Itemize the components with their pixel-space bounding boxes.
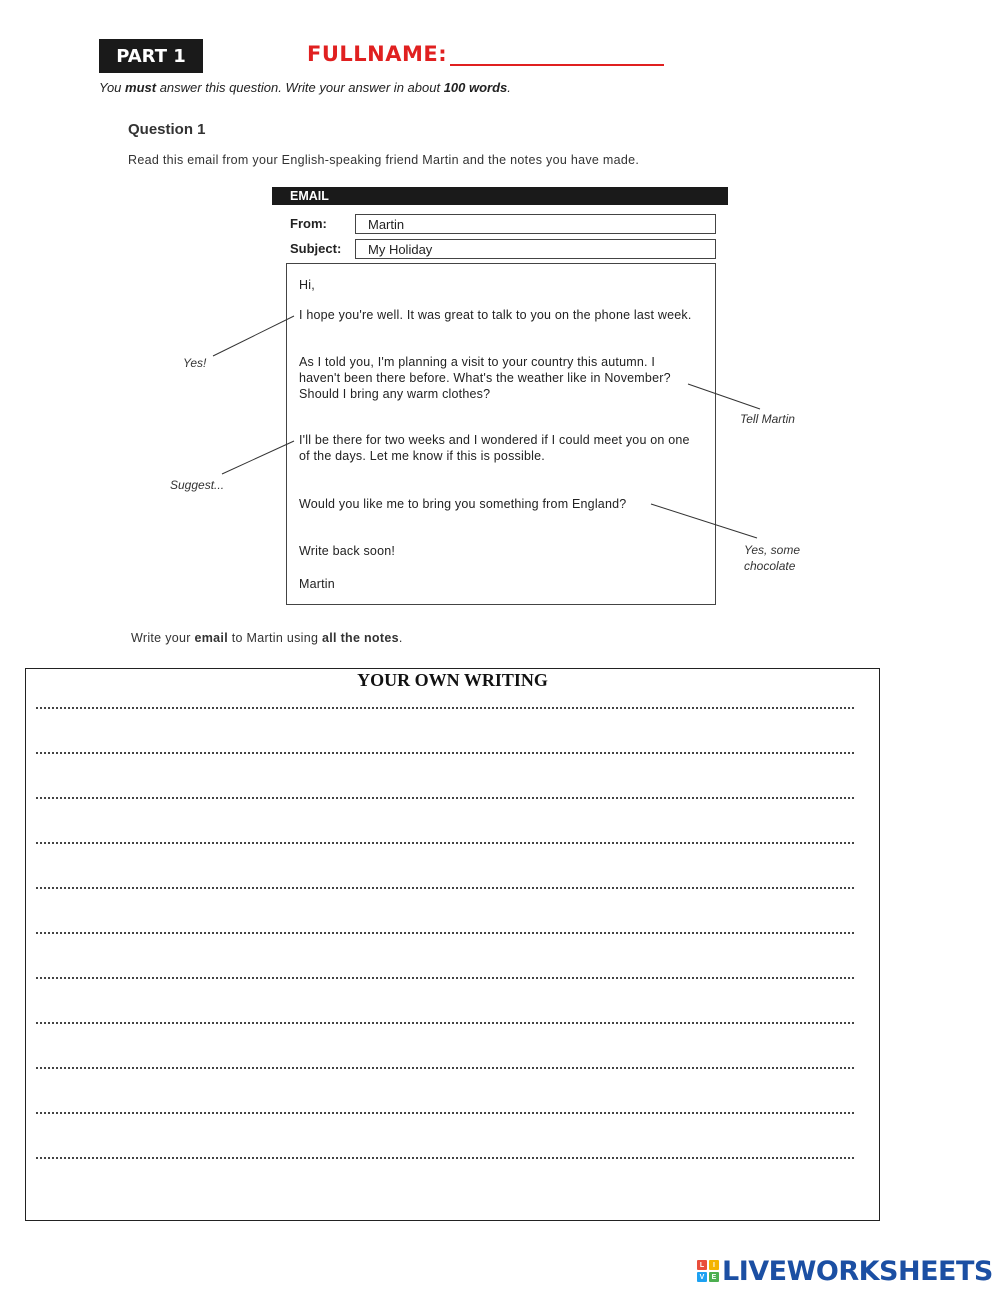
- writing-line[interactable]: [36, 977, 854, 979]
- note-suggest: Suggest...: [170, 478, 225, 492]
- question-title: Question 1: [128, 121, 206, 138]
- writing-line[interactable]: [36, 797, 854, 799]
- task-instruction: Write your email to Martin using all the notes.: [131, 631, 403, 645]
- subject-label: Subject:: [290, 241, 342, 256]
- email-paragraph-1: I hope you're well. It was great to talk to you on the phone last week.: [299, 308, 692, 322]
- writing-line[interactable]: [36, 932, 854, 934]
- email-header: EMAIL: [272, 187, 728, 205]
- note-line-suggest: [222, 441, 294, 474]
- note-line-yes: [213, 316, 294, 356]
- note-chocolate: [744, 542, 800, 574]
- email-paragraph-4: Would you like me to bring you something from England?: [299, 497, 627, 511]
- liveworksheets-logo: [697, 1256, 993, 1286]
- logo-tile-e: E: [709, 1272, 719, 1282]
- writing-line[interactable]: [36, 1112, 854, 1114]
- email-greeting: Hi,: [299, 278, 315, 292]
- writing-line[interactable]: [36, 1067, 854, 1069]
- logo-tile-l: L: [697, 1260, 707, 1270]
- from-field: Martin: [355, 214, 716, 234]
- writing-area[interactable]: [25, 668, 880, 1221]
- logo-tile-i: I: [709, 1260, 719, 1270]
- writing-line[interactable]: [36, 1157, 854, 1159]
- logo-tile-v: V: [697, 1272, 707, 1282]
- note-tell-martin: Tell Martin: [740, 412, 795, 426]
- writing-line[interactable]: [36, 842, 854, 844]
- instruction-text: You must answer this question. Write your answer in about 100 words.: [99, 80, 511, 95]
- liveworksheets-text: LIVEWORKSHEETS: [722, 1255, 993, 1287]
- note-yes: Yes!: [183, 356, 207, 370]
- email-paragraph-3: I'll be there for two weeks and I wondered if I could meet you on one of the days. Let me know if this is possible.: [299, 433, 690, 463]
- writing-line[interactable]: [36, 707, 854, 709]
- fullname-label: FULLNAME:: [307, 42, 448, 66]
- writing-line[interactable]: [36, 1022, 854, 1024]
- part-badge: PART 1: [99, 39, 203, 73]
- note-line-chocolate: [651, 504, 757, 538]
- writing-title: YOUR OWN WRITING: [357, 670, 548, 690]
- email-signature: Martin: [299, 577, 335, 591]
- note-line-tell: [688, 384, 760, 409]
- note-chocolate-line1: Yes, some: [744, 543, 801, 557]
- subject-field: My Holiday: [355, 239, 716, 259]
- from-label: From:: [290, 216, 327, 231]
- note-chocolate-line2: chocolate: [744, 559, 796, 573]
- liveworksheets-icon: [697, 1260, 719, 1282]
- email-closing: Write back soon!: [299, 544, 396, 558]
- writing-line[interactable]: [36, 887, 854, 889]
- question-text: Read this email from your English-speaking friend Martin and the notes you have made.: [128, 153, 640, 167]
- email-paragraph-2: As I told you, I'm planning a visit to your country this autumn. I haven't been there before. What's the weather like in November? Should I bring any warm clothes?: [299, 355, 671, 401]
- writing-line[interactable]: [36, 752, 854, 754]
